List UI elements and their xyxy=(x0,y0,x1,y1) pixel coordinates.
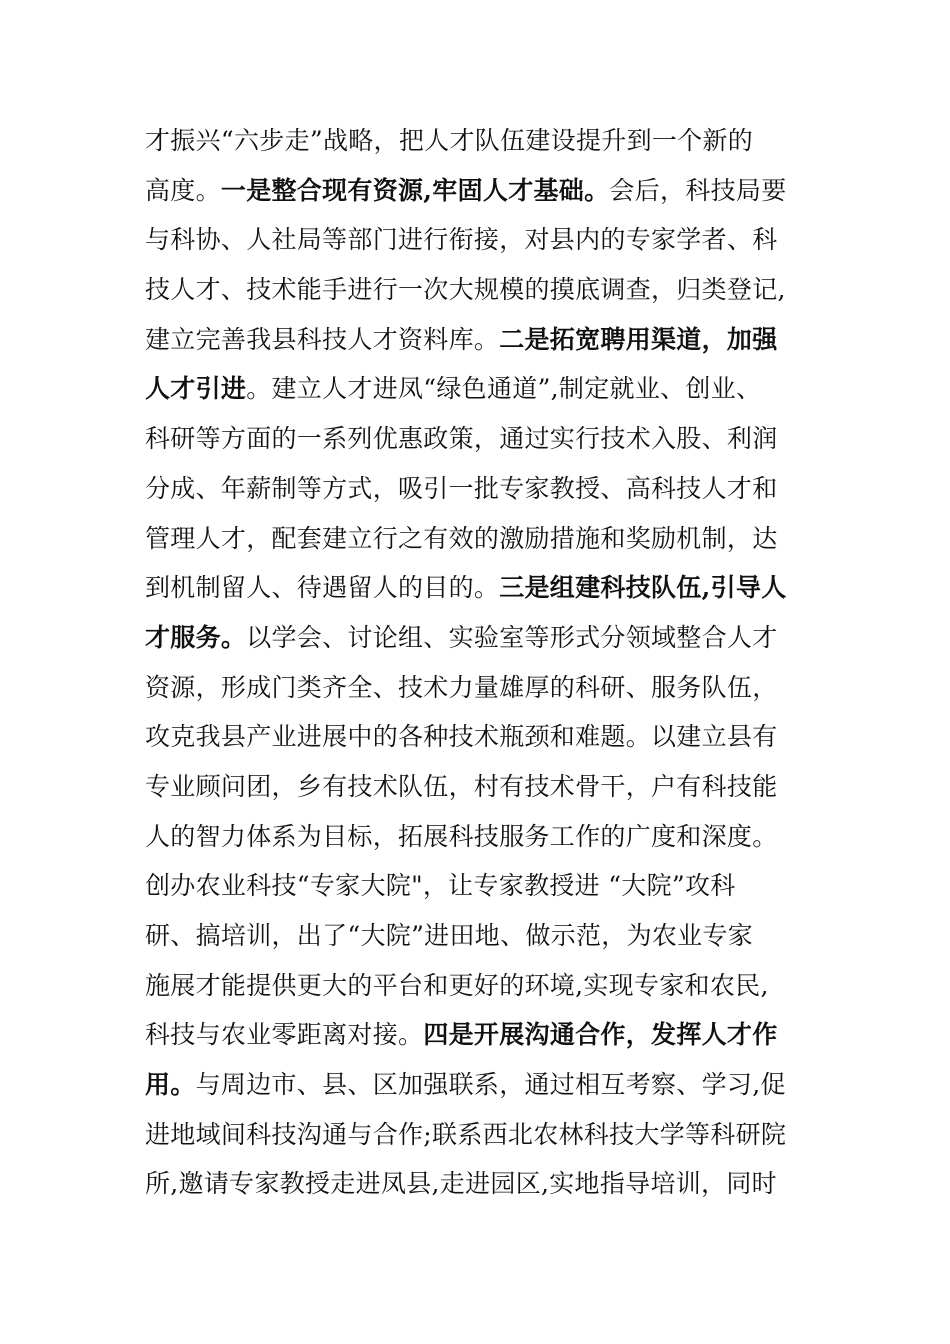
text-line xyxy=(145,712,805,762)
paragraph-text: 以学会、讨论组、实验室等形式分领域整合人才 xyxy=(246,622,778,652)
paragraph-text: 高度。 xyxy=(145,175,221,205)
paragraph-text: 管理人才，配套建立行之有效的激励措施和奖励机制，达 xyxy=(145,523,778,553)
paragraph-text: 进地域间科技沟通与合作;联系西北农林科技大学等科研院 xyxy=(145,1119,787,1149)
text-line xyxy=(145,861,805,911)
text-line xyxy=(145,116,805,166)
text-line xyxy=(145,1110,805,1160)
text-line xyxy=(145,414,805,464)
paragraph-text: 施展才能提供更大的平台和更好的环境,实现专家和农民, xyxy=(145,970,769,1000)
text-line xyxy=(145,514,805,564)
paragraph-text: 攻克我县产业进展中的各种技术瓶颈和难题。以建立县有 xyxy=(145,722,778,752)
bold-heading-text: 人才引进 xyxy=(145,374,247,404)
text-line xyxy=(145,215,805,265)
bold-heading-text: 三是组建科技队伍,引导人 xyxy=(499,573,787,603)
text-line xyxy=(145,265,805,315)
text-line xyxy=(145,663,805,713)
paragraph-text: 科技与农业零距离对接。 xyxy=(145,1020,424,1050)
paragraph-text: 与周边市、县、区加强联系，通过相互考察、学习,促 xyxy=(195,1070,786,1100)
text-line xyxy=(145,1060,805,1110)
paragraph-text: 科研等方面的一系列优惠政策，通过实行技术入股、利润 xyxy=(145,424,778,454)
paragraph-text: 。建立人才进凤“绿色通道”,制定就业、创业、 xyxy=(246,374,762,404)
text-line xyxy=(145,961,805,1011)
paragraph-text: 资源，形成门类齐全、技术力量雄厚的科研、服务队伍， xyxy=(145,672,778,702)
bold-heading-text: 四是开展沟通合作，发挥人才作 xyxy=(423,1020,778,1050)
bold-heading-text: 用。 xyxy=(145,1070,196,1100)
text-line xyxy=(145,364,805,414)
paragraph-text: 人的智力体系为目标，拓展科技服务工作的广度和深度。 xyxy=(145,821,778,851)
paragraph-text: 所,邀请专家教授走进凤县,走进园区,实地指导培训，同时 xyxy=(145,1169,777,1199)
bold-heading-text: 一是整合现有资源,牢固人才基础。 xyxy=(220,175,610,205)
paragraph-text: 建立完善我县科技人才资料库。 xyxy=(145,324,500,354)
paragraph-text: 与科协、人社局等部门进行衔接，对县内的专家学者、科 xyxy=(145,225,778,255)
text-line xyxy=(145,1010,805,1060)
bold-heading-text: 二是拓宽聘用渠道，加强 xyxy=(499,324,778,354)
paragraph-text: 会后，科技局要 xyxy=(609,175,787,205)
text-line xyxy=(145,563,805,613)
paragraph-text: 专业顾问团，乡有技术队伍，村有技术骨干，户有科技能 xyxy=(145,771,778,801)
text-line xyxy=(145,911,805,961)
paragraph-text: 研、搞培训，出了“大院”进田地、做示范，为农业专家 xyxy=(145,921,754,950)
text-line xyxy=(145,315,805,365)
bold-heading-text: 才服务。 xyxy=(145,622,247,652)
paragraph-text: 技人才、技术能手进行一次大规模的摸底调查，归类登记, xyxy=(145,275,786,305)
paragraph-text: 分成、年薪制等方式，吸引一批专家教授、高科技人才和 xyxy=(145,473,778,503)
text-line xyxy=(145,812,805,862)
text-line xyxy=(145,762,805,812)
body-text xyxy=(145,116,805,1209)
text-line xyxy=(145,464,805,514)
text-line xyxy=(145,1159,805,1209)
paragraph-text: 到机制留人、待遇留人的目的。 xyxy=(145,573,500,603)
paragraph-text: 才振兴“六步走”战略，把人才队伍建设提升到一个新的 xyxy=(145,126,754,155)
text-line xyxy=(145,166,805,216)
text-line xyxy=(145,613,805,663)
paragraph-text: 创办农业科技“专家大院"，让专家教授进 “大院”攻科 xyxy=(145,871,736,901)
